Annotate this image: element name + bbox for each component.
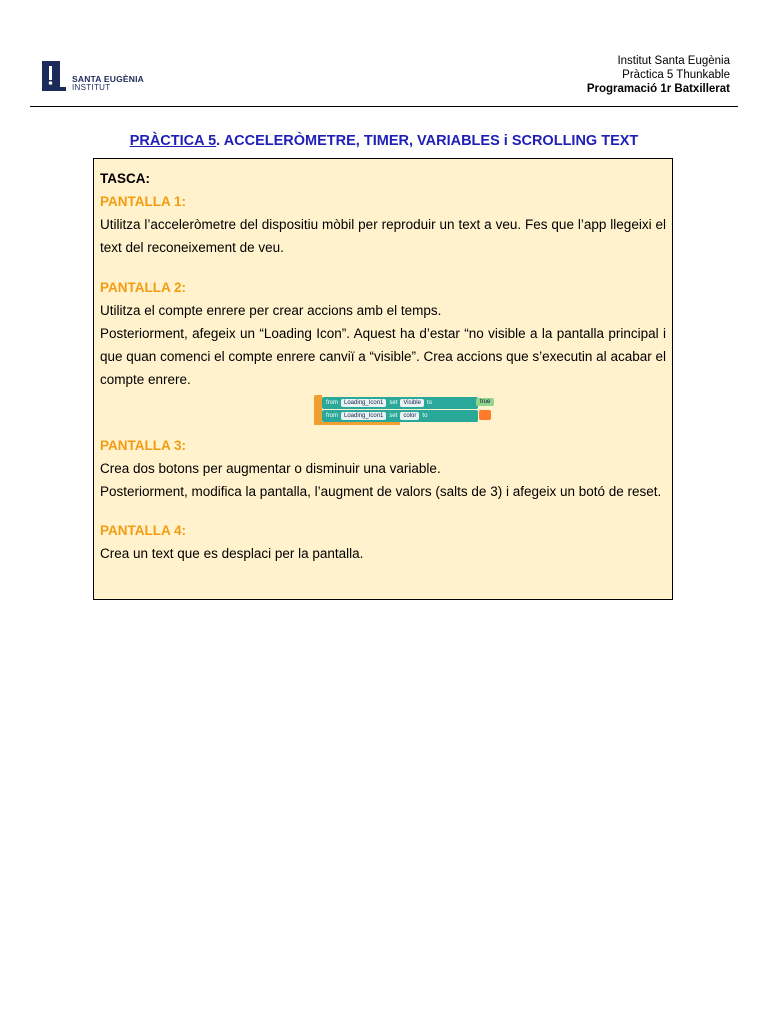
screen-3-text-2: Posteriorment, modifica la pantalla, l’augment de valors (salts de 3) i afegeix un botó de reset. bbox=[100, 484, 662, 499]
screen-1-title: PANTALLA 1: bbox=[100, 194, 186, 209]
school-logo-icon bbox=[42, 61, 66, 91]
screen-3-text-1: Crea dos botons per augmentar o disminuir una variable. bbox=[100, 461, 441, 476]
code-block-row-visible: from Loading_Icon1 set Visible to bbox=[322, 397, 478, 409]
task-box bbox=[93, 158, 673, 600]
school-logo bbox=[42, 61, 152, 93]
color-swatch bbox=[479, 410, 491, 420]
page-title bbox=[0, 133, 768, 149]
header-info bbox=[587, 54, 730, 96]
logo-subtitle: INSTITUT bbox=[72, 83, 111, 92]
title-text: . ACCELERÒMETRE, TIMER, VARIABLES i SCROLLING TEXT bbox=[216, 133, 639, 149]
screen-2-text-2: Posteriorment, afegeix un “Loading Icon”. Aquest ha d’estar “no visible a la pantalla principal i que quan comenci el compte enrere canviï a “visible”. Crea accions que s’executin al acabar el compte enrere. bbox=[100, 326, 666, 387]
header-divider bbox=[30, 106, 738, 107]
screen-3-title: PANTALLA 3: bbox=[100, 438, 186, 453]
title-link[interactable]: PRÀCTICA 5 bbox=[129, 133, 217, 149]
code-block-row-color: from Loading_Icon1 set color to bbox=[322, 410, 478, 422]
course-name: Programació 1r Batxillerat bbox=[586, 83, 730, 95]
logo-name: SANTA EUGÈNIA bbox=[72, 74, 145, 84]
task-content bbox=[100, 167, 666, 565]
code-blocks-image bbox=[314, 395, 508, 425]
screen-2-text-1: Utilitza el compte enrere per crear accions amb el temps. bbox=[100, 303, 442, 318]
practice-name: Pràctica 5 Thunkable bbox=[622, 69, 730, 81]
page-header bbox=[0, 0, 768, 107]
screen-2-title: PANTALLA 2: bbox=[100, 280, 186, 295]
screen-4-title: PANTALLA 4: bbox=[100, 523, 186, 538]
school-name: Institut Santa Eugènia bbox=[617, 55, 730, 67]
screen-1-text: Utilitza l’acceleròmetre del dispositiu mòbil per reproduir un text a veu. Fes que l’app llegeixi el text del reconeixement de veu. bbox=[100, 217, 666, 255]
task-label: TASCA: bbox=[100, 171, 150, 186]
code-block-value-true: true bbox=[476, 398, 494, 406]
screen-4-text: Crea un text que es desplaci per la pantalla. bbox=[100, 546, 364, 561]
